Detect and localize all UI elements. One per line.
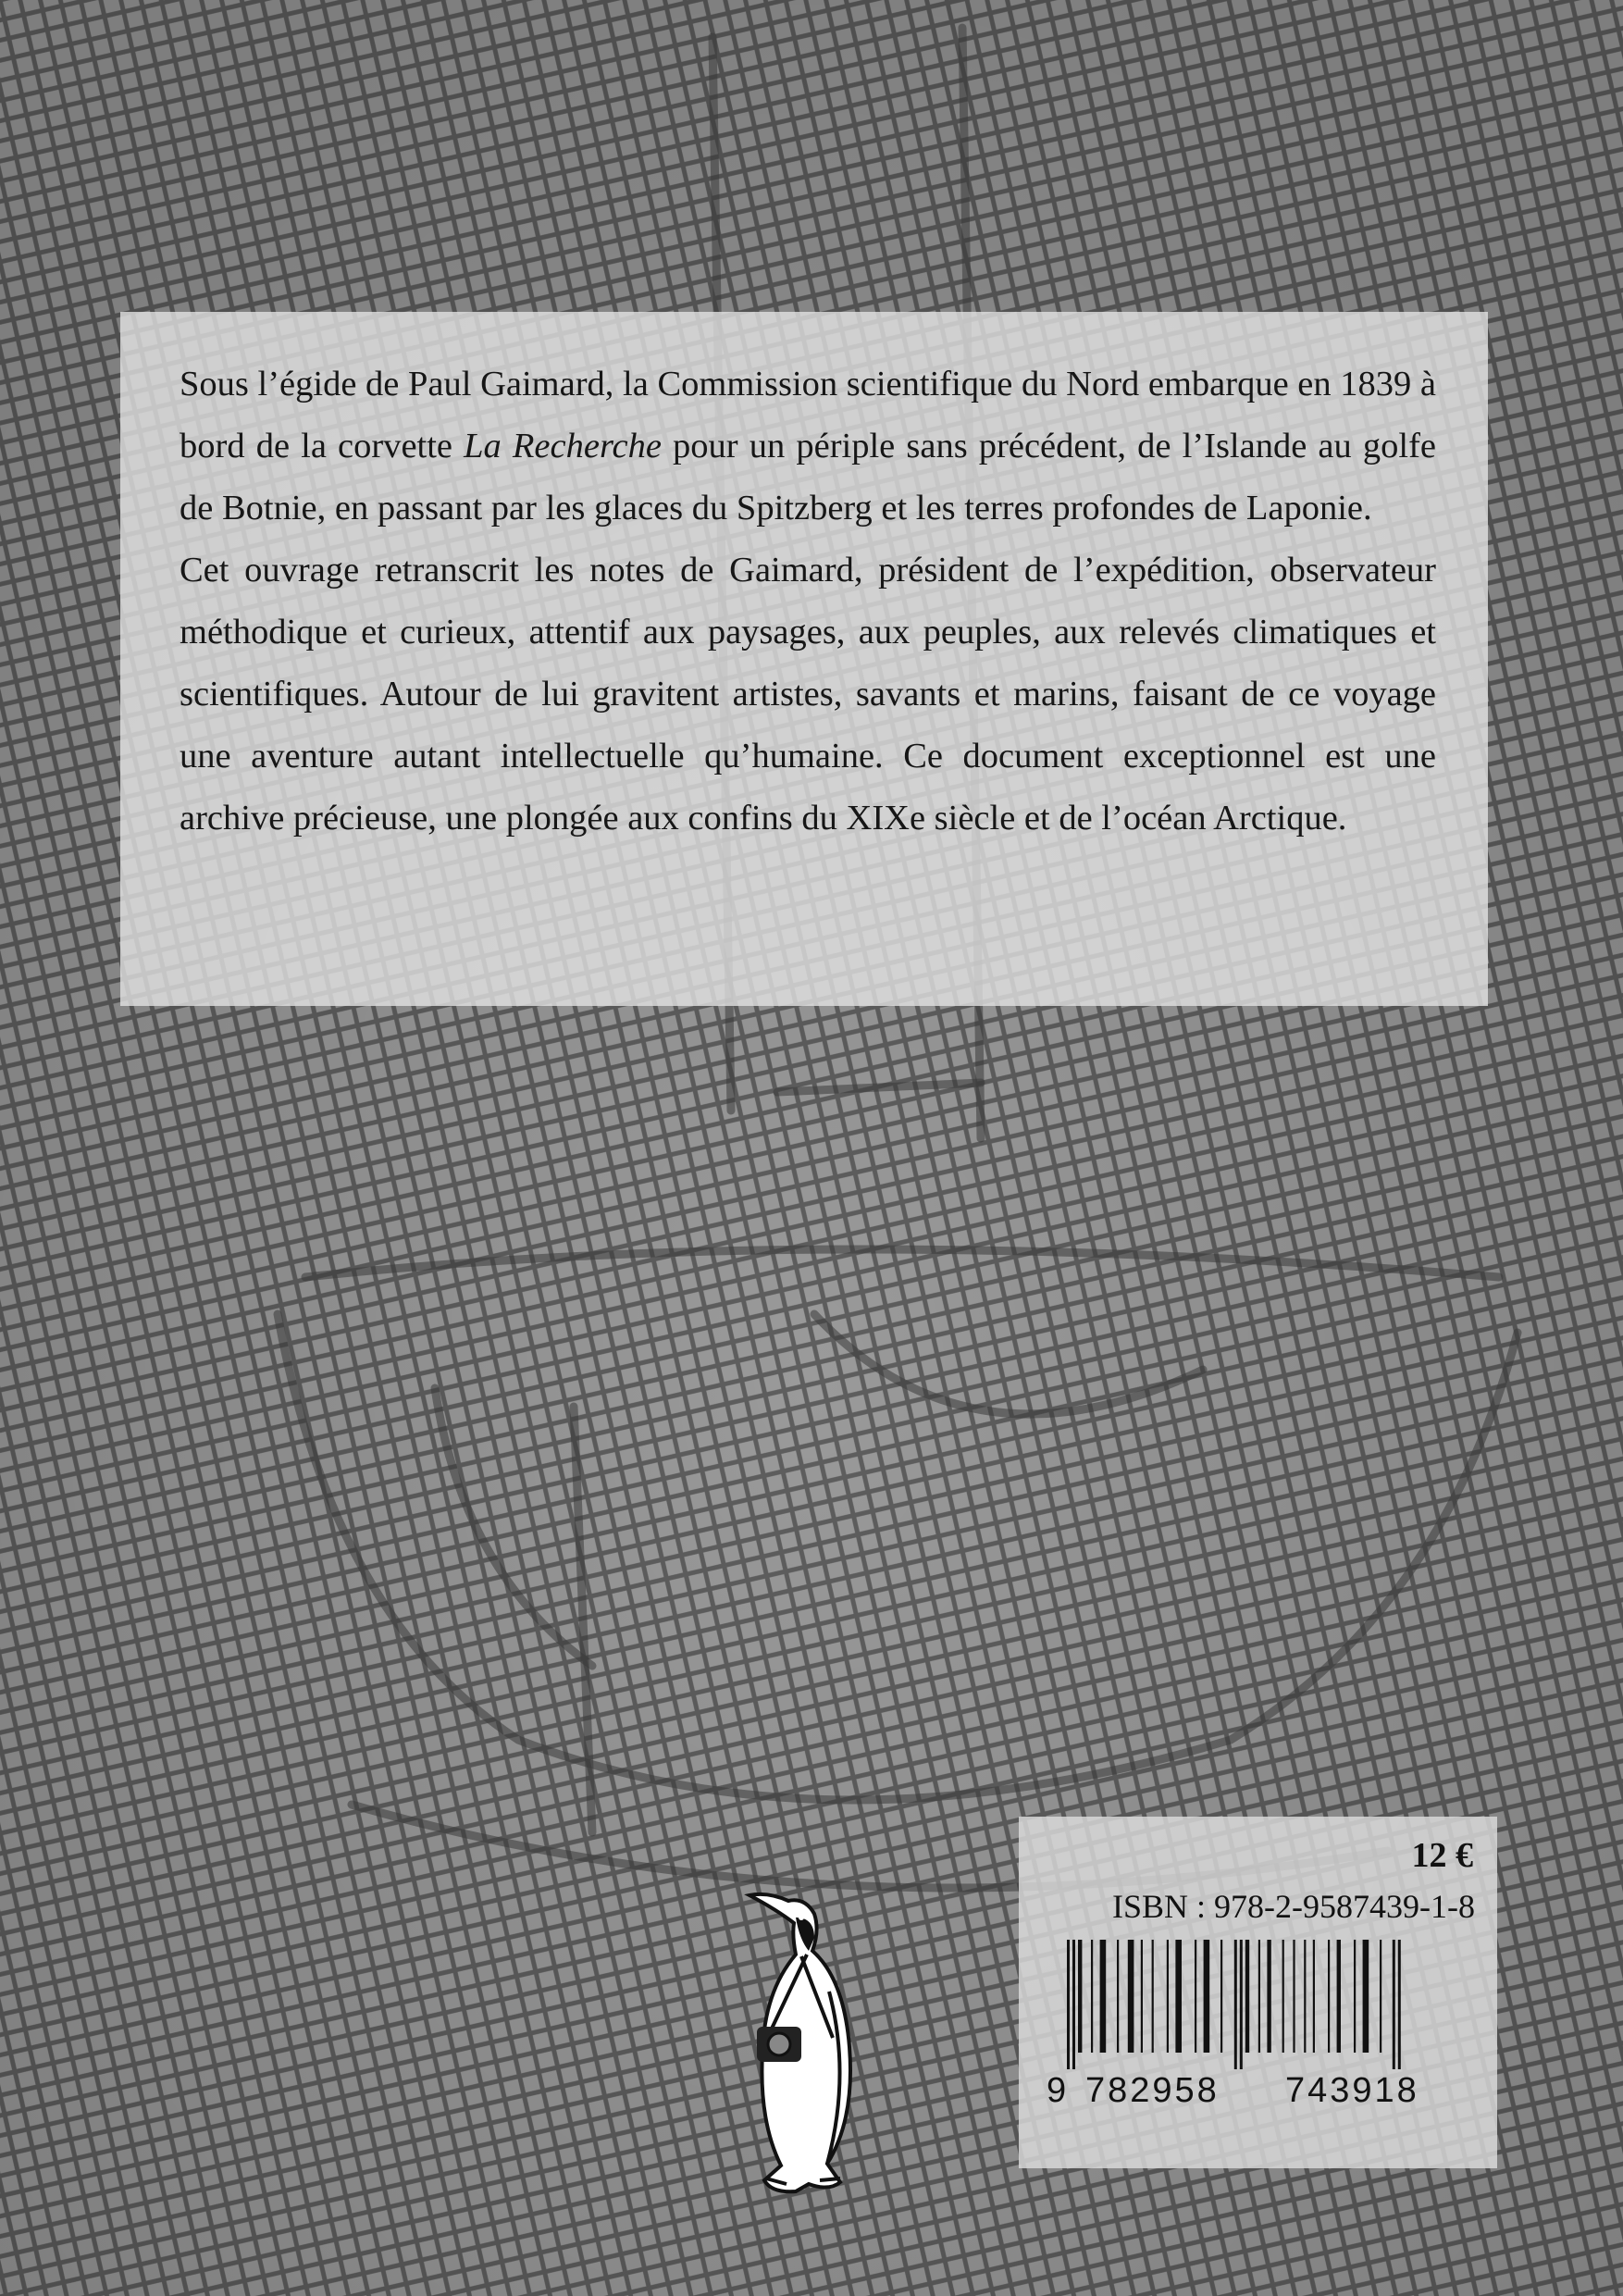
- barcode-bar: [1245, 1940, 1249, 2053]
- barcode-bar: [1363, 1940, 1369, 2053]
- description-paragraph-2: Cet ouvrage retranscrit les notes de Gaimard, président de l’expédition, observateur méthodique et curieux, attentif aux paysages, aux peuples, aux relevés climatiques et scientifiques. Autour de lui gravitent artistes, savants et marins, faisant de ce voyage une aventure autant intellectuelle qu’humaine. Ce document exceptionnel est une archive précieuse, une plongée aux confins du XIXe siècle et de l’océan Arctique.: [180, 551, 1436, 838]
- barcode-bar: [1091, 1940, 1093, 2053]
- barcode-bar: [1128, 1940, 1134, 2053]
- barcode-bar: [1078, 1940, 1082, 2053]
- barcode-bar: [1152, 1940, 1154, 2053]
- barcode-bar: [1240, 1940, 1243, 2069]
- barcode-bar: [1393, 1940, 1395, 2069]
- barcode-bar: [1195, 1940, 1196, 2053]
- barcode-bar: [1072, 1940, 1075, 2069]
- penguin-icon: [740, 1890, 888, 2204]
- barcode-bar: [1234, 1940, 1237, 2069]
- barcode-bar: [1293, 1940, 1295, 2053]
- barcode-bar: [1167, 1940, 1169, 2053]
- barcode-bar: [1100, 1940, 1107, 2053]
- price-label: 12 €: [1411, 1836, 1473, 1875]
- barcode-digits-left: 782958: [1085, 2071, 1220, 2110]
- ship-name: La Recherche: [464, 427, 662, 465]
- barcode-bar: [1380, 1940, 1381, 2053]
- barcode-bar: [1337, 1940, 1341, 2053]
- barcode-bar: [1220, 1940, 1222, 2053]
- barcode-bar: [1282, 1940, 1284, 2053]
- barcode-digits-right: 743918: [1285, 2071, 1419, 2110]
- barcode-bar: [1204, 1940, 1210, 2053]
- barcode-bar: [1175, 1940, 1182, 2053]
- description-paragraph-1: Sous l’égide de Paul Gaimard, la Commission scientifique du Nord embarque en 1839 à bord de la corvette La Recherche pour un périple sans précédent, de l’Islande au golfe de Botnie, en passant par les glaces du Spitzberg et les terres profondes de Laponie.: [180, 365, 1436, 527]
- barcode-bar: [1304, 1940, 1306, 2053]
- barcode-bar: [1354, 1940, 1356, 2053]
- isbn-label: ISBN : 978-2-9587439-1-8: [1112, 1888, 1475, 1925]
- barcode-bar: [1141, 1940, 1143, 2053]
- barcode-bar: [1267, 1940, 1270, 2053]
- barcode-digit-first: 9: [1047, 2071, 1067, 2110]
- barcode-bar: [1067, 1940, 1070, 2069]
- barcode-bar: [1398, 1940, 1401, 2069]
- barcode-bar: [1258, 1940, 1260, 2053]
- barcode-bar: [1117, 1940, 1119, 2053]
- barcode-bar: [1328, 1940, 1330, 2053]
- barcode-panel: [1019, 1817, 1497, 2168]
- barcode-bar: [1313, 1940, 1315, 2053]
- barcode: [1047, 1940, 1481, 2069]
- barcode-digits: [1047, 2071, 1481, 2117]
- description-panel: [120, 312, 1488, 1006]
